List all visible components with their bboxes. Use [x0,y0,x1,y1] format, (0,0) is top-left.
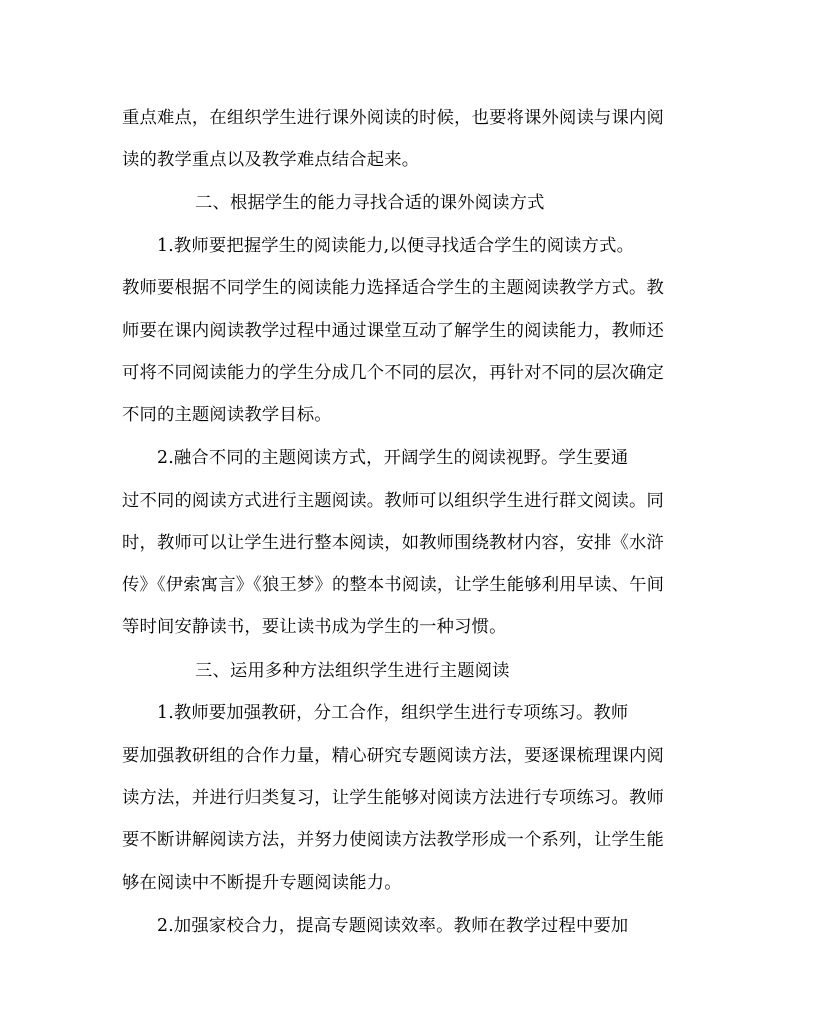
section-heading: 二、根据学生的能力寻找合适的课外阅读方式 [195,193,545,213]
paragraph-line: 等时间安静读书，要让读书成为学生的一种习惯。 [122,617,507,637]
paragraph-line: 不同的主题阅读教学目标。 [122,405,332,425]
paragraph-line: 2.加强家校合力，提高专题阅读效率。教师在教学过程中要加 [157,916,629,936]
paragraph-line: 1.教师要加强教研，分工合作，组织学生进行专项练习。教师 [157,703,629,723]
paragraph-line: 时，教师可以让学生进行整本阅读，如教师围绕教材内容，安排《水浒 [122,533,664,553]
paragraph-line: 传》《伊索寓言》《狼王梦》的整本书阅读，让学生能够利用早读、午间 [122,575,665,595]
paragraph-line: 师要在课内阅读教学过程中通过课堂互动了解学生的阅读能力，教师还 [122,321,664,341]
paragraph-line: 1.教师要把握学生的阅读能力,以便寻找适合学生的阅读方式。 [157,236,635,256]
paragraph-line: 要加强教研组的合作力量，精心研究专题阅读方法，要逐课梳理课内阅 [122,746,664,766]
paragraph-line: 够在阅读中不断提升专题阅读能力。 [122,873,402,893]
paragraph-line: 要不断讲解阅读方法，并努力使阅读方法教学形成一个系列，让学生能 [122,830,664,850]
paragraph-line: 过不同的阅读方式进行主题阅读。教师可以组织学生进行群文阅读。同 [122,491,664,511]
paragraph-line: 读的教学重点以及教学难点结合起来。 [122,150,420,170]
paragraph-line: 2.融合不同的主题阅读方式，开阔学生的阅读视野。学生要通 [157,448,629,468]
paragraph-line: 可将不同阅读能力的学生分成几个不同的层次，再针对不同的层次确定 [122,363,664,383]
paragraph-line: 教师要根据不同学生的阅读能力选择适合学生的主题阅读教学方式。教 [122,278,664,298]
paragraph-line: 读方法，并进行归类复习，让学生能够对阅读方法进行专项练习。教师 [122,788,664,808]
paragraph-line: 重点难点，在组织学生进行课外阅读的时候，也要将课外阅读与课内阅 [122,108,664,128]
section-heading: 三、运用多种方法组织学生进行主题阅读 [195,661,510,681]
